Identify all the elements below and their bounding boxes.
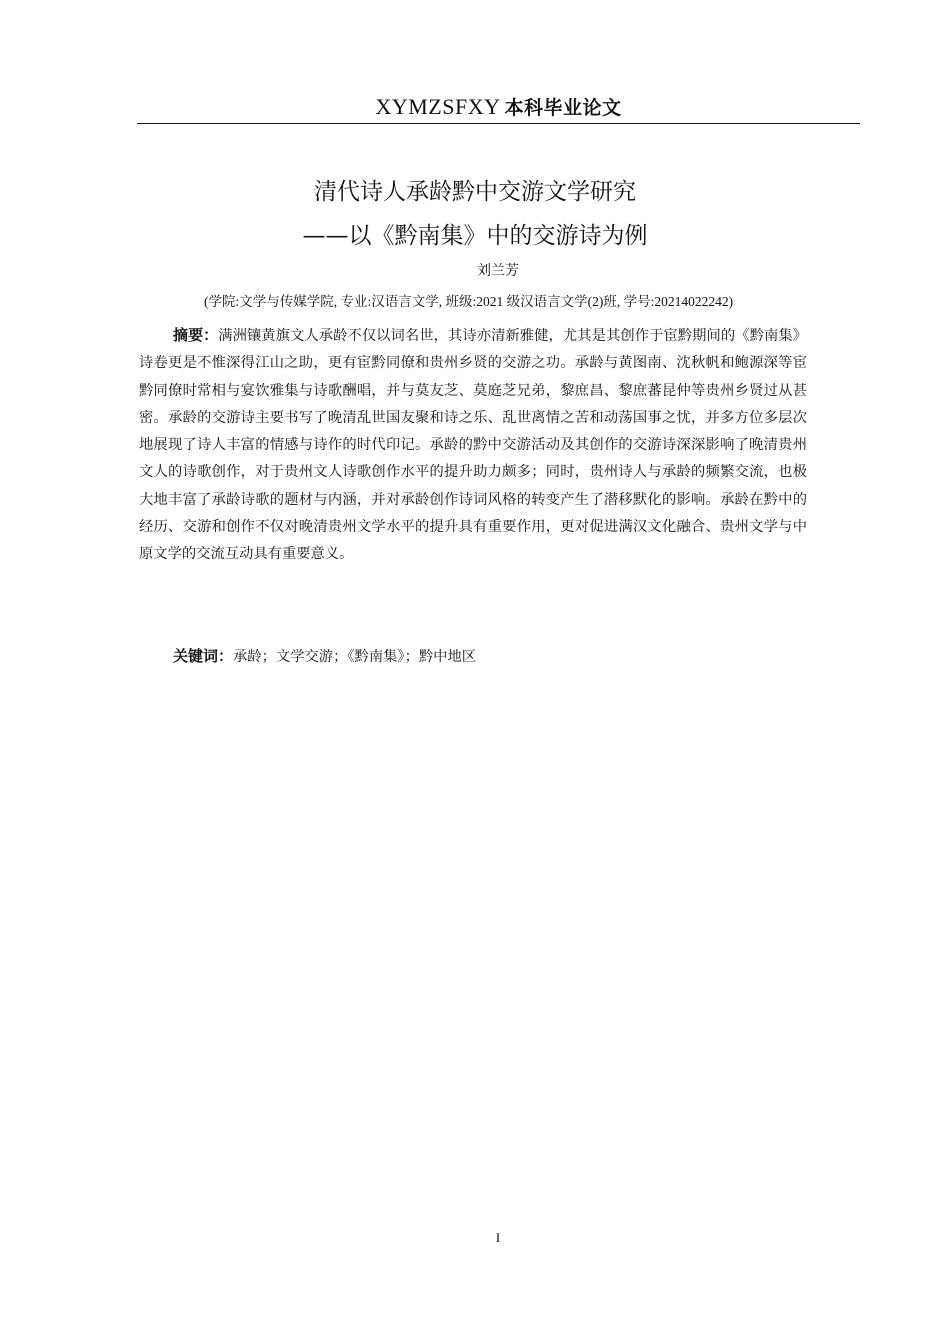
paper-subtitle: ——以《黔南集》中的交游诗为例 (302, 223, 648, 249)
author-affiliation: (学院:文学与传媒学院, 专业:汉语言文学, 班级:2021 级汉语言文学(2)班, 学号:20214022242) (204, 294, 734, 309)
page-number: I (495, 1230, 501, 1245)
running-header-latin: XYMZSFXY (375, 94, 501, 119)
running-header (137, 92, 860, 123)
header-rule (137, 123, 860, 124)
running-header-title: 本科毕业论文 (504, 97, 622, 119)
keywords-text: 承龄；文学交游；《黔南集》；黔中地区 (233, 649, 477, 665)
abstract-text: 满洲镶黄旗文人承龄不仅以词名世，其诗亦清新雅健，尤其是其创作于宦黔期间的《黔南集》诗卷更是不惟深得江山之助，更有宦黔同僚和贵州乡贤的交游之功。承龄与黄图南、沈秋帆和鲍源深等宦黔同僚时常相与宴饮雅集与诗歌酬唱，并与莫友芝、莫庭芝兄弟，黎庶昌、黎庶蕃昆仲等贵州乡贤过从甚密。承龄的交游诗主要书写了晚清乱世国友聚和诗之乐、乱世离情之苦和动荡国事之忧，并多方位多层次地展现了诗人丰富的情感与诗作的时代印记。承龄的黔中交游活动及其创作的交游诗深深影响了晚清贵州文人的诗歌创作，对于贵州文人诗歌创作水平的提升助力颇多；同时，贵州诗人与承龄的频繁交流，也极大地丰富了承龄诗歌的题材与内涵，并对承龄创作诗词风格的转变产生了潜移默化的影响。承龄在黔中的经历、交游和创作不仅对晚清贵州文学水平的提升具有重要作用，更对促进满汉文化融合、贵州文学与中原文学的交流互动具有重要意义。 (139, 328, 807, 563)
keywords-line (173, 644, 476, 669)
author-name: 刘兰芳 (477, 263, 519, 279)
keywords-label: 关键词： (173, 647, 234, 665)
abstract-label: 摘要： (173, 326, 219, 344)
paper-title: 清代诗人承龄黔中交游文学研究 (314, 179, 636, 205)
abstract-paragraph (139, 322, 807, 569)
